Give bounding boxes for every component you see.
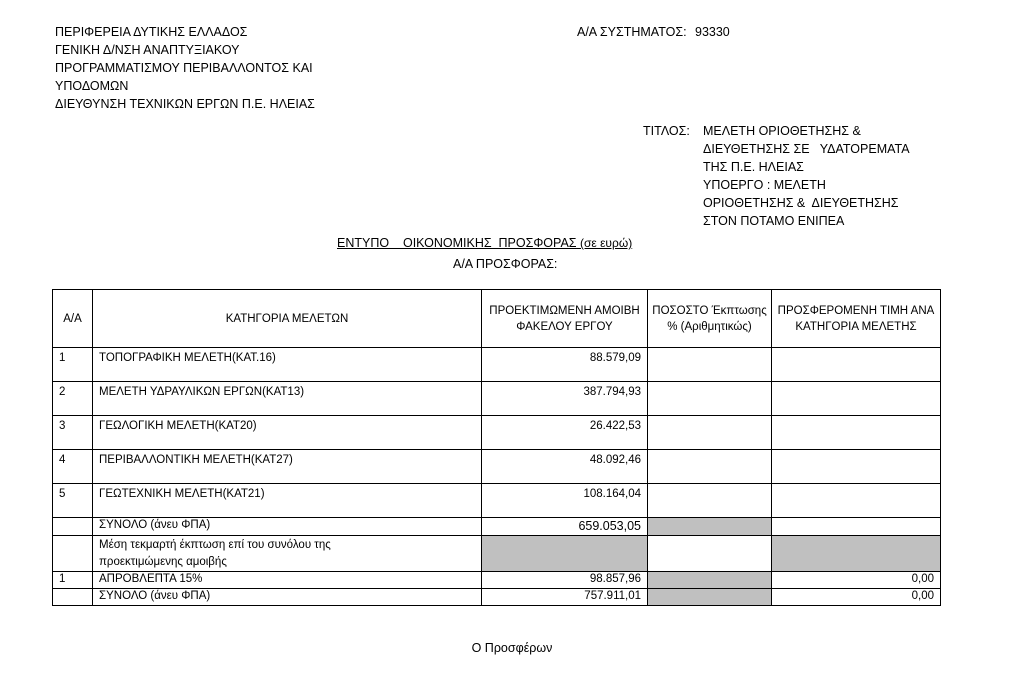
shaded-cell bbox=[648, 572, 772, 589]
table-row bbox=[53, 382, 941, 416]
col-header-discount-percent: ΠΟΣΟΣΤΟ Έκπτωσης % (Αριθμητικώς) bbox=[648, 290, 772, 348]
row-discount-input[interactable] bbox=[648, 382, 772, 416]
total-label: ΣΥΝΟΛΟ (άνευ ΦΠΑ) bbox=[93, 589, 482, 606]
subtotal-offered-price[interactable] bbox=[772, 518, 941, 536]
table-row bbox=[53, 416, 941, 450]
org-line: ΥΠΟΔΟΜΩΝ bbox=[55, 79, 129, 93]
org-line: ΠΡΟΓΡΑΜΜΑΤΙΣΜΟΥ ΠΕΡΙΒΑΛΛΟΝΤΟΣ ΚΑΙ bbox=[55, 61, 313, 75]
row-category: ΤΟΠΟΓΡΑΦΙΚΗ ΜΕΛΕΤΗ(ΚΑΤ.16) bbox=[93, 348, 482, 382]
form-title bbox=[337, 236, 632, 250]
title-line: ΜΕΛΕΤΗ ΟΡΙΟΘΕΤΗΣΗΣ & bbox=[703, 124, 861, 138]
total-fee: 757.911,01 bbox=[482, 589, 648, 606]
system-number-value: 93330 bbox=[695, 25, 730, 39]
row-category: ΓΕΩΤΕΧΝΙΚΗ ΜΕΛΕΤΗ(ΚΑΤ21) bbox=[93, 484, 482, 518]
row-offered-price[interactable] bbox=[772, 348, 941, 382]
average-discount-row bbox=[53, 536, 941, 572]
bidder-signature-label: Ο Προσφέρων bbox=[471, 641, 553, 655]
col-header-category: ΚΑΤΗΓΟΡΙΑ ΜΕΛΕΤΩΝ bbox=[93, 290, 482, 348]
title-line: ΤΗΣ Π.Ε. ΗΛΕΙΑΣ bbox=[703, 160, 804, 174]
row-estimated-fee: 48.092,46 bbox=[482, 450, 648, 484]
table-row bbox=[53, 348, 941, 382]
average-discount-label-line: Μέση τεκμαρτή έκπτωση επί του συνόλου της bbox=[99, 539, 331, 551]
row-offered-price[interactable] bbox=[772, 450, 941, 484]
title-line: ΥΠΟΕΡΓΟ : ΜΕΛΕΤΗ bbox=[703, 178, 826, 192]
col-header-offered-price: ΠΡΟΣΦΕΡΟΜΕΝΗ ΤΙΜΗ ΑΝΑ ΚΑΤΗΓΟΡΙΑ ΜΕΛΕΤΗΣ bbox=[772, 290, 941, 348]
average-discount-input[interactable] bbox=[648, 536, 772, 572]
shaded-cell bbox=[648, 589, 772, 606]
system-number-label: Α/Α ΣΥΣΤΗΜΑΤΟΣ: bbox=[577, 25, 687, 39]
org-line: ΠΕΡΙΦΕΡΕΙΑ ΔΥΤΙΚΗΣ ΕΛΛΑΔΟΣ bbox=[55, 25, 248, 39]
org-line: ΔΙΕΥΘΥΝΣΗ ΤΕΧΝΙΚΩΝ ΕΡΓΩΝ Π.Ε. ΗΛΕΙΑΣ bbox=[55, 97, 315, 111]
row-discount-input[interactable] bbox=[648, 450, 772, 484]
table-header-row bbox=[53, 290, 941, 348]
row-number: 5 bbox=[53, 484, 93, 518]
row-offered-price[interactable] bbox=[772, 382, 941, 416]
average-discount-label-line: προεκτιμώμενης αμοιβής bbox=[99, 556, 227, 568]
subtotal-fee: 659.053,05 bbox=[482, 518, 648, 536]
row-discount-input[interactable] bbox=[648, 416, 772, 450]
row-category: ΠΕΡΙΒΑΛΛΟΝΤΙΚΗ ΜΕΛΕΤΗ(ΚΑΤ27) bbox=[93, 450, 482, 484]
row-estimated-fee: 26.422,53 bbox=[482, 416, 648, 450]
row-discount-input[interactable] bbox=[648, 484, 772, 518]
row-estimated-fee: 88.579,09 bbox=[482, 348, 648, 382]
row-category: ΜΕΛΕΤΗ ΥΔΡΑΥΛΙΚΩΝ ΕΡΓΩΝ(ΚΑΤ13) bbox=[93, 382, 482, 416]
form-title-text: ΕΝΤΥΠΟ ΟΙΚΟΝΟΜΙΚΗΣ ΠΡΟΣΦΟΡΑΣ bbox=[337, 236, 577, 250]
table-row bbox=[53, 450, 941, 484]
row-offered-price[interactable] bbox=[772, 484, 941, 518]
row-estimated-fee: 387.794,93 bbox=[482, 382, 648, 416]
title-line: ΟΡΙΟΘΕΤΗΣΗΣ & ΔΙΕΥΘΕΤΗΣΗΣ bbox=[703, 196, 899, 210]
total-number-cell bbox=[53, 589, 93, 606]
project-title bbox=[703, 122, 910, 230]
col-header-estimated-fee: ΠΡΟΕΚΤΙΜΩΜΕΝΗ ΑΜΟΙΒΗ ΦΑΚΕΛΟΥ ΕΡΓΟΥ bbox=[482, 290, 648, 348]
title-label: ΤΙΤΛΟΣ: bbox=[643, 124, 690, 138]
shaded-cell bbox=[648, 518, 772, 536]
issuing-authority bbox=[55, 23, 315, 113]
total-row bbox=[53, 589, 941, 606]
row-number: 3 bbox=[53, 416, 93, 450]
table-row bbox=[53, 484, 941, 518]
row-number: 1 bbox=[53, 572, 93, 589]
total-offered-price: 0,00 bbox=[772, 589, 941, 606]
title-line: ΣΤΟΝ ΠΟΤΑΜΟ ΕΝΙΠΕΑ bbox=[703, 214, 845, 228]
average-discount-label bbox=[93, 536, 482, 572]
subtotal-label: ΣΥΝΟΛΟ (άνευ ΦΠΑ) bbox=[93, 518, 482, 536]
average-discount-number-cell bbox=[53, 536, 93, 572]
row-discount-input[interactable] bbox=[648, 348, 772, 382]
contingency-offered-price: 0,00 bbox=[772, 572, 941, 589]
contingency-row bbox=[53, 572, 941, 589]
org-line: ΓΕΝΙΚΗ Δ/ΝΣΗ ΑΝΑΠΤΥΞΙΑΚΟΥ bbox=[55, 43, 240, 57]
row-number: 1 bbox=[53, 348, 93, 382]
row-number: 2 bbox=[53, 382, 93, 416]
row-offered-price[interactable] bbox=[772, 416, 941, 450]
contingency-fee: 98.857,96 bbox=[482, 572, 648, 589]
row-number: 4 bbox=[53, 450, 93, 484]
form-title-currency: (σε ευρώ) bbox=[580, 236, 633, 250]
contingency-label: ΑΠΡΟΒΛΕΠΤΑ 15% bbox=[93, 572, 482, 589]
shaded-cell bbox=[482, 536, 648, 572]
system-reference bbox=[577, 23, 730, 41]
subtotal-number-cell bbox=[53, 518, 93, 536]
row-category: ΓΕΩΛΟΓΙΚΗ ΜΕΛΕΤΗ(ΚΑΤ20) bbox=[93, 416, 482, 450]
offer-table bbox=[52, 289, 941, 606]
row-estimated-fee: 108.164,04 bbox=[482, 484, 648, 518]
subtotal-row bbox=[53, 518, 941, 536]
title-line: ΔΙΕΥΘΕΤΗΣΗΣ ΣΕ ΥΔΑΤΟΡΕΜΑΤΑ bbox=[703, 142, 910, 156]
offer-number-label: Α/Α ΠΡΟΣΦΟΡΑΣ: bbox=[453, 257, 558, 271]
col-header-aa: Α/Α bbox=[53, 290, 93, 348]
shaded-cell bbox=[772, 536, 941, 572]
